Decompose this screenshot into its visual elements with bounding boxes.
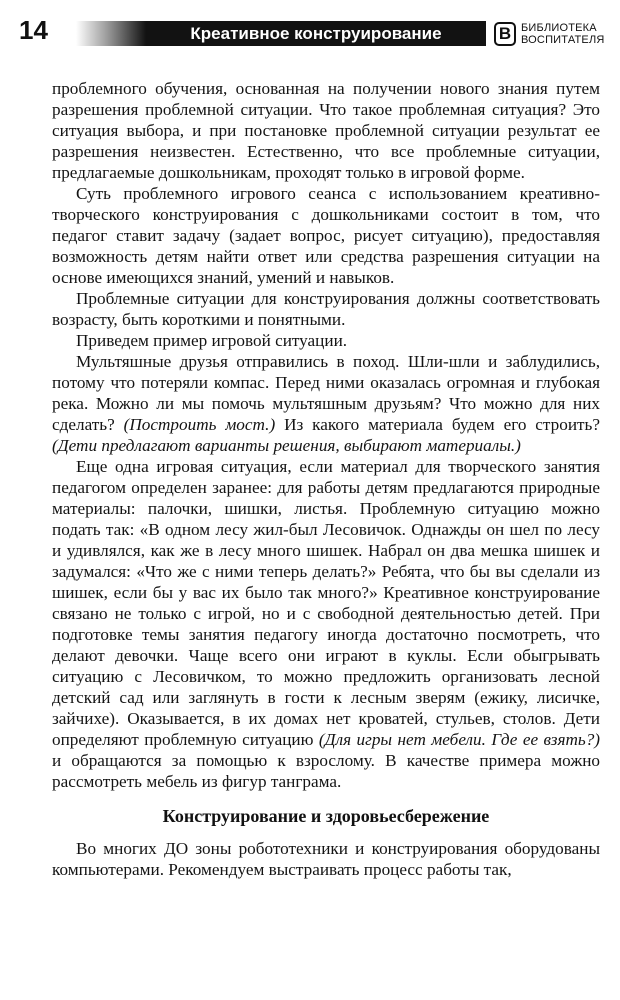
paragraph-6-italic-b: (Для игры нет мебели. Где ее взять?) — [318, 730, 601, 749]
paragraph-5-text-c: Из какого материала будем его строить? — [284, 415, 601, 434]
running-title-bar — [76, 21, 486, 46]
series-name — [521, 22, 605, 46]
paragraph-4: Приведем пример игровой ситуации. — [76, 331, 348, 350]
page-body — [52, 78, 600, 880]
paragraph-6-text-a: Еще одна игровая ситуация, если материал для творческого занятия педагогом определен заранее: для работы детям предлагаются природные материалы: палочки, шишки, листья. Проблемную ситуацию можно подать так: «В одном лесу жил-был Лесовичок. Однажды он шел по лесу и удивлялся, как же в лесу много шишек. Набрал он два мешка шишек и задумался: «Что же с ними теперь делать?» Ребята, что бы вы сделали из шишек, если бы у вас их было так много?» Креативное конструирование связано не только с игрой, но и с свободной деятельностью детей. При подготовке темы занятия педагогу иногда достаточно посмотреть, что делают девочки. Чаще всего они играют в куклы. Если обыгрывать ситуацию с Лесовичком, то можно предложить организовать лесной детский сад или заглянуть в гости к лесным зверям (ежику, лисичке, зайчихе). Оказывается, в их домах нет кроватей, стульев, столов. Дети определяют проблемную ситуацию — [52, 457, 600, 749]
page-header — [0, 0, 620, 52]
paragraph-6 — [52, 456, 600, 792]
paragraph-5-italic-b: (Построить мост.) — [123, 415, 276, 434]
series-name-line2: ВОСПИТАТЕЛЯ — [521, 34, 605, 46]
paragraph-5-italic-d: (Дети предлагают варианты решения, выбирают материалы.) — [52, 436, 521, 455]
paragraph-1: проблемного обучения, основанная на получении нового знания путем разрешения проблемной ситуации. Что такое проблемная ситуация? Это ситуация выбора, и при постановке проблемной ситуации результат ее разрешения неизвестен. Естественно, что все проблемные ситуации, предлагаемые дошкольникам, проходят только в игровой форме. — [52, 79, 600, 182]
page-number: 14 — [19, 15, 48, 45]
paragraph-7: Во многих ДО зоны робототехники и конструирования оборудованы компьютерами. Рекомендуем выстраивать процесс работы так, — [52, 839, 600, 879]
running-title: Креативное конструирование — [190, 24, 442, 43]
series-name-line1: БИБЛИОТЕКА — [521, 22, 597, 34]
paragraph-2: Суть проблемного игрового сеанса с использованием креативно-творческого конструирования с дошкольниками состоит в том, что педагог ставит задачу (задает вопрос, рисует ситуацию), предоставляя возможность детям найти ответ или средства разрешения ситуации на основе имеющихся знаний, умений и навыков. — [52, 184, 600, 287]
series-logo-icon: В — [494, 22, 516, 46]
paragraph-5-text-a: Мультяшные друзья отправились в поход. Шли-шли и заблудились, потому что потеряли компас. Перед ними оказалась огромная и глубокая река. Можно ли мы помочь мультяшным друзьям? Что можно для них сделать? — [52, 352, 600, 434]
paragraph-5 — [52, 351, 600, 456]
paragraph-3: Проблемные ситуации для конструирования должны соответствовать возрасту, быть короткими и понятными. — [52, 289, 600, 329]
section-heading: Конструирование и здоровьесбережение — [162, 806, 490, 826]
series-logo — [494, 22, 616, 48]
paragraph-6-text-c: и обращаются за помощью к взрослому. В качестве примера можно рассмотреть мебель из фигур танграма. — [52, 751, 600, 791]
